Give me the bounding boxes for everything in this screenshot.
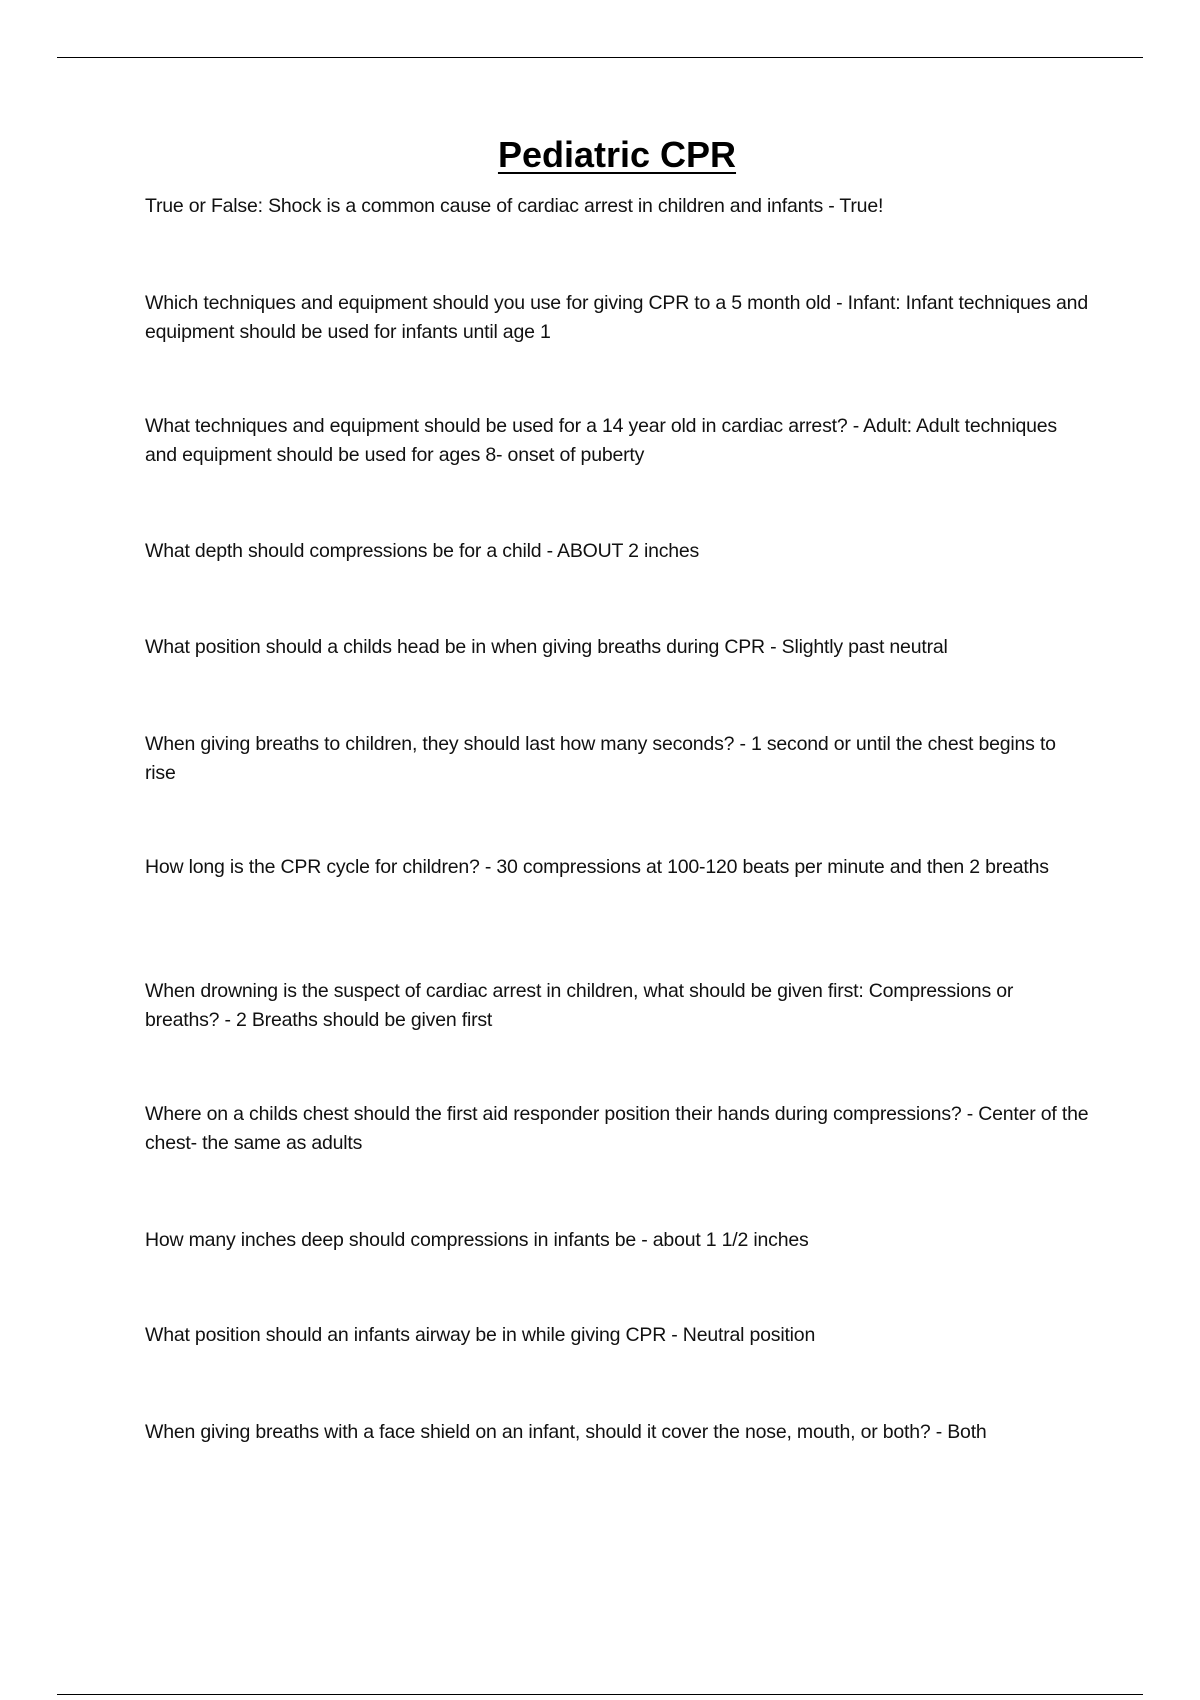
qa-item-2: Which techniques and equipment should you use for giving CPR to a 5 month old - Infant: Infant techniques and equipment should be used for infants until age 1 xyxy=(145,292,1088,343)
footer-rule xyxy=(57,1694,1143,1695)
page-title: Pediatric CPR xyxy=(497,134,737,175)
header-rule xyxy=(57,57,1143,58)
qa-item-1: True or False: Shock is a common cause of cardiac arrest in children and infants - True! xyxy=(145,195,884,217)
qa-item-5: What position should a childs head be in when giving breaths during CPR - Slightly past neutral xyxy=(145,636,948,658)
qa-item-8: When drowning is the suspect of cardiac arrest in children, what should be given first: Compressions or breaths? - 2 Breaths should be given first xyxy=(145,980,1014,1031)
qa-item-6: When giving breaths to children, they should last how many seconds? - 1 second or until the chest begins to rise xyxy=(145,733,1056,784)
qa-item-12: When giving breaths with a face shield on an infant, should it cover the nose, mouth, or both? - Both xyxy=(145,1421,987,1443)
qa-item-9: Where on a childs chest should the first aid responder position their hands during compressions? - Center of the chest- the same as adults xyxy=(145,1103,1089,1154)
qa-item-7: How long is the CPR cycle for children? - 30 compressions at 100-120 beats per minute and then 2 breaths xyxy=(145,856,1049,878)
qa-item-10: How many inches deep should compressions in infants be - about 1 1/2 inches xyxy=(145,1229,809,1251)
qa-item-4: What depth should compressions be for a child - ABOUT 2 inches xyxy=(145,540,700,562)
qa-item-3: What techniques and equipment should be used for a 14 year old in cardiac arrest? - Adult: Adult techniques and equipment should be used for ages 8- onset of puberty xyxy=(145,415,1057,466)
qa-item-11: What position should an infants airway be in while giving CPR - Neutral position xyxy=(145,1324,816,1346)
